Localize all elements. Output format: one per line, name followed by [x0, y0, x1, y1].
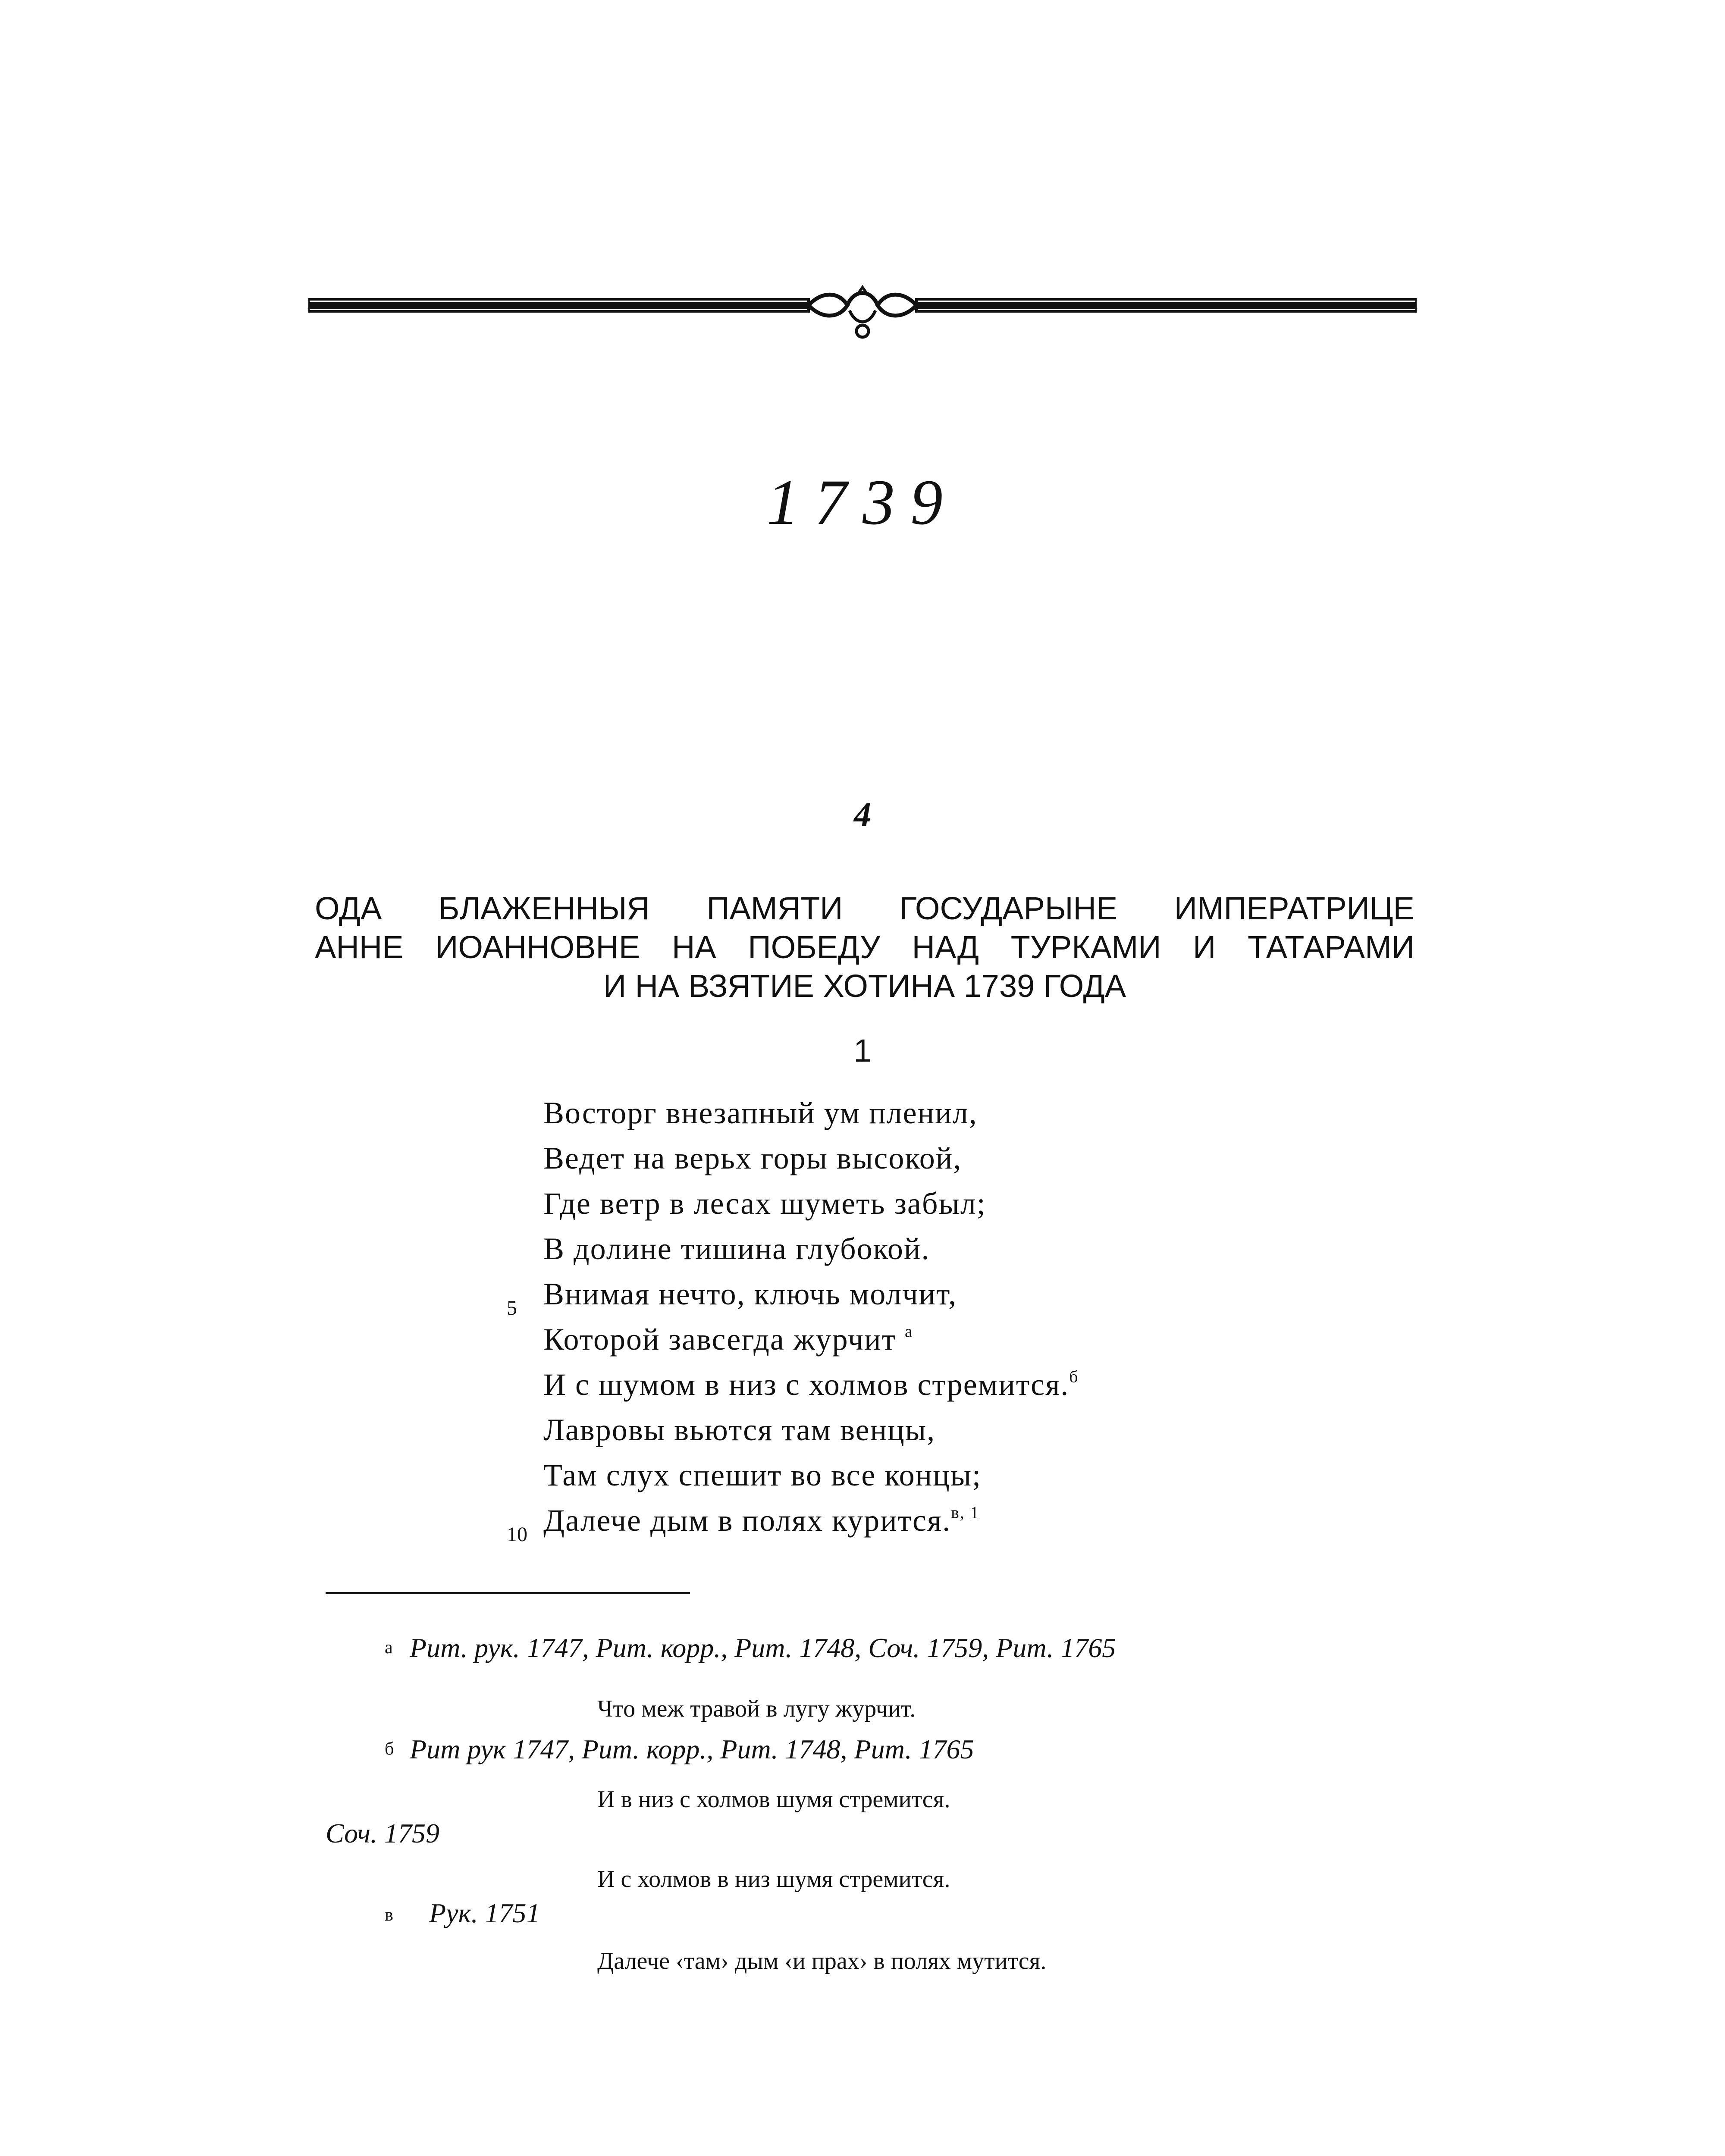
- verse-line: Ведет на верьх горы высокой,: [543, 1141, 962, 1175]
- year-heading: 1739: [767, 467, 958, 538]
- verse-line: Которой завсегда журчит $^а$: [543, 1322, 913, 1357]
- footnote-source: Рит рук 1747, Рит. корр., Рит. 1748, Рит. 1765: [410, 1734, 974, 1764]
- poem-title-line-3: И НА ВЗЯТИЕ ХОТИНА 1739 ГОДА: [603, 968, 1126, 1004]
- stanza-number: 1: [853, 1033, 872, 1069]
- verse-line: В долине тишина глубокой.: [543, 1232, 930, 1266]
- header-ornament: [308, 285, 1417, 341]
- footnote-mark: в: [385, 1905, 393, 1925]
- line-number: 5: [507, 1297, 517, 1319]
- footnote-variant: И с холмов в низ шумя стремится.: [597, 1866, 950, 1893]
- footnote-variant: Что меж травой в лугу журчит.: [597, 1695, 916, 1722]
- footnote-source: Рук. 1751: [429, 1898, 540, 1928]
- verse-line: Далече дым в полях курится.$^{в, 1}$: [543, 1503, 980, 1538]
- poem-number: 4: [854, 796, 871, 834]
- poem-title-line-2: АННЕ ИОАННОВНЕ НА ПОБЕДУ НАД ТУРКАМИ И ТАТАРАМИ: [315, 929, 1414, 965]
- footnote-mark: б: [385, 1739, 394, 1759]
- line-number: 10: [507, 1523, 527, 1546]
- footnote-source: Соч. 1759: [326, 1818, 439, 1849]
- footnote-variant: Далече ‹там› дым ‹и прах› в полях мутится.: [597, 1948, 1047, 1974]
- footnote-variant: И в низ с холмов шумя стремится.: [597, 1786, 950, 1813]
- verse-line: Лавровы вьются там венцы,: [543, 1413, 936, 1447]
- verse-line: Там слух спешит во все концы;: [543, 1458, 982, 1492]
- poem-title-line-1: ОДА БЛАЖЕННЫЯ ПАМЯТИ ГОСУДАРЫНЕ ИМПЕРАТРИЦЕ: [315, 890, 1414, 926]
- verse-line: И с шумом в низ с холмов стремится.$^б$: [543, 1367, 1079, 1402]
- footnote-mark: а: [385, 1638, 393, 1658]
- verse-line: Внимая нечто, ключь молчит,: [543, 1277, 957, 1311]
- verse-line: Восторг внезапный ум пленил,: [543, 1096, 978, 1130]
- footnote-source: Рит. рук. 1747, Рит. корр., Рит. 1748, Соч. 1759, Рит. 1765: [410, 1633, 1116, 1663]
- footnote-separator: [326, 1592, 690, 1594]
- verse-line: Где ветр в лесах шуметь забыл;: [543, 1186, 986, 1221]
